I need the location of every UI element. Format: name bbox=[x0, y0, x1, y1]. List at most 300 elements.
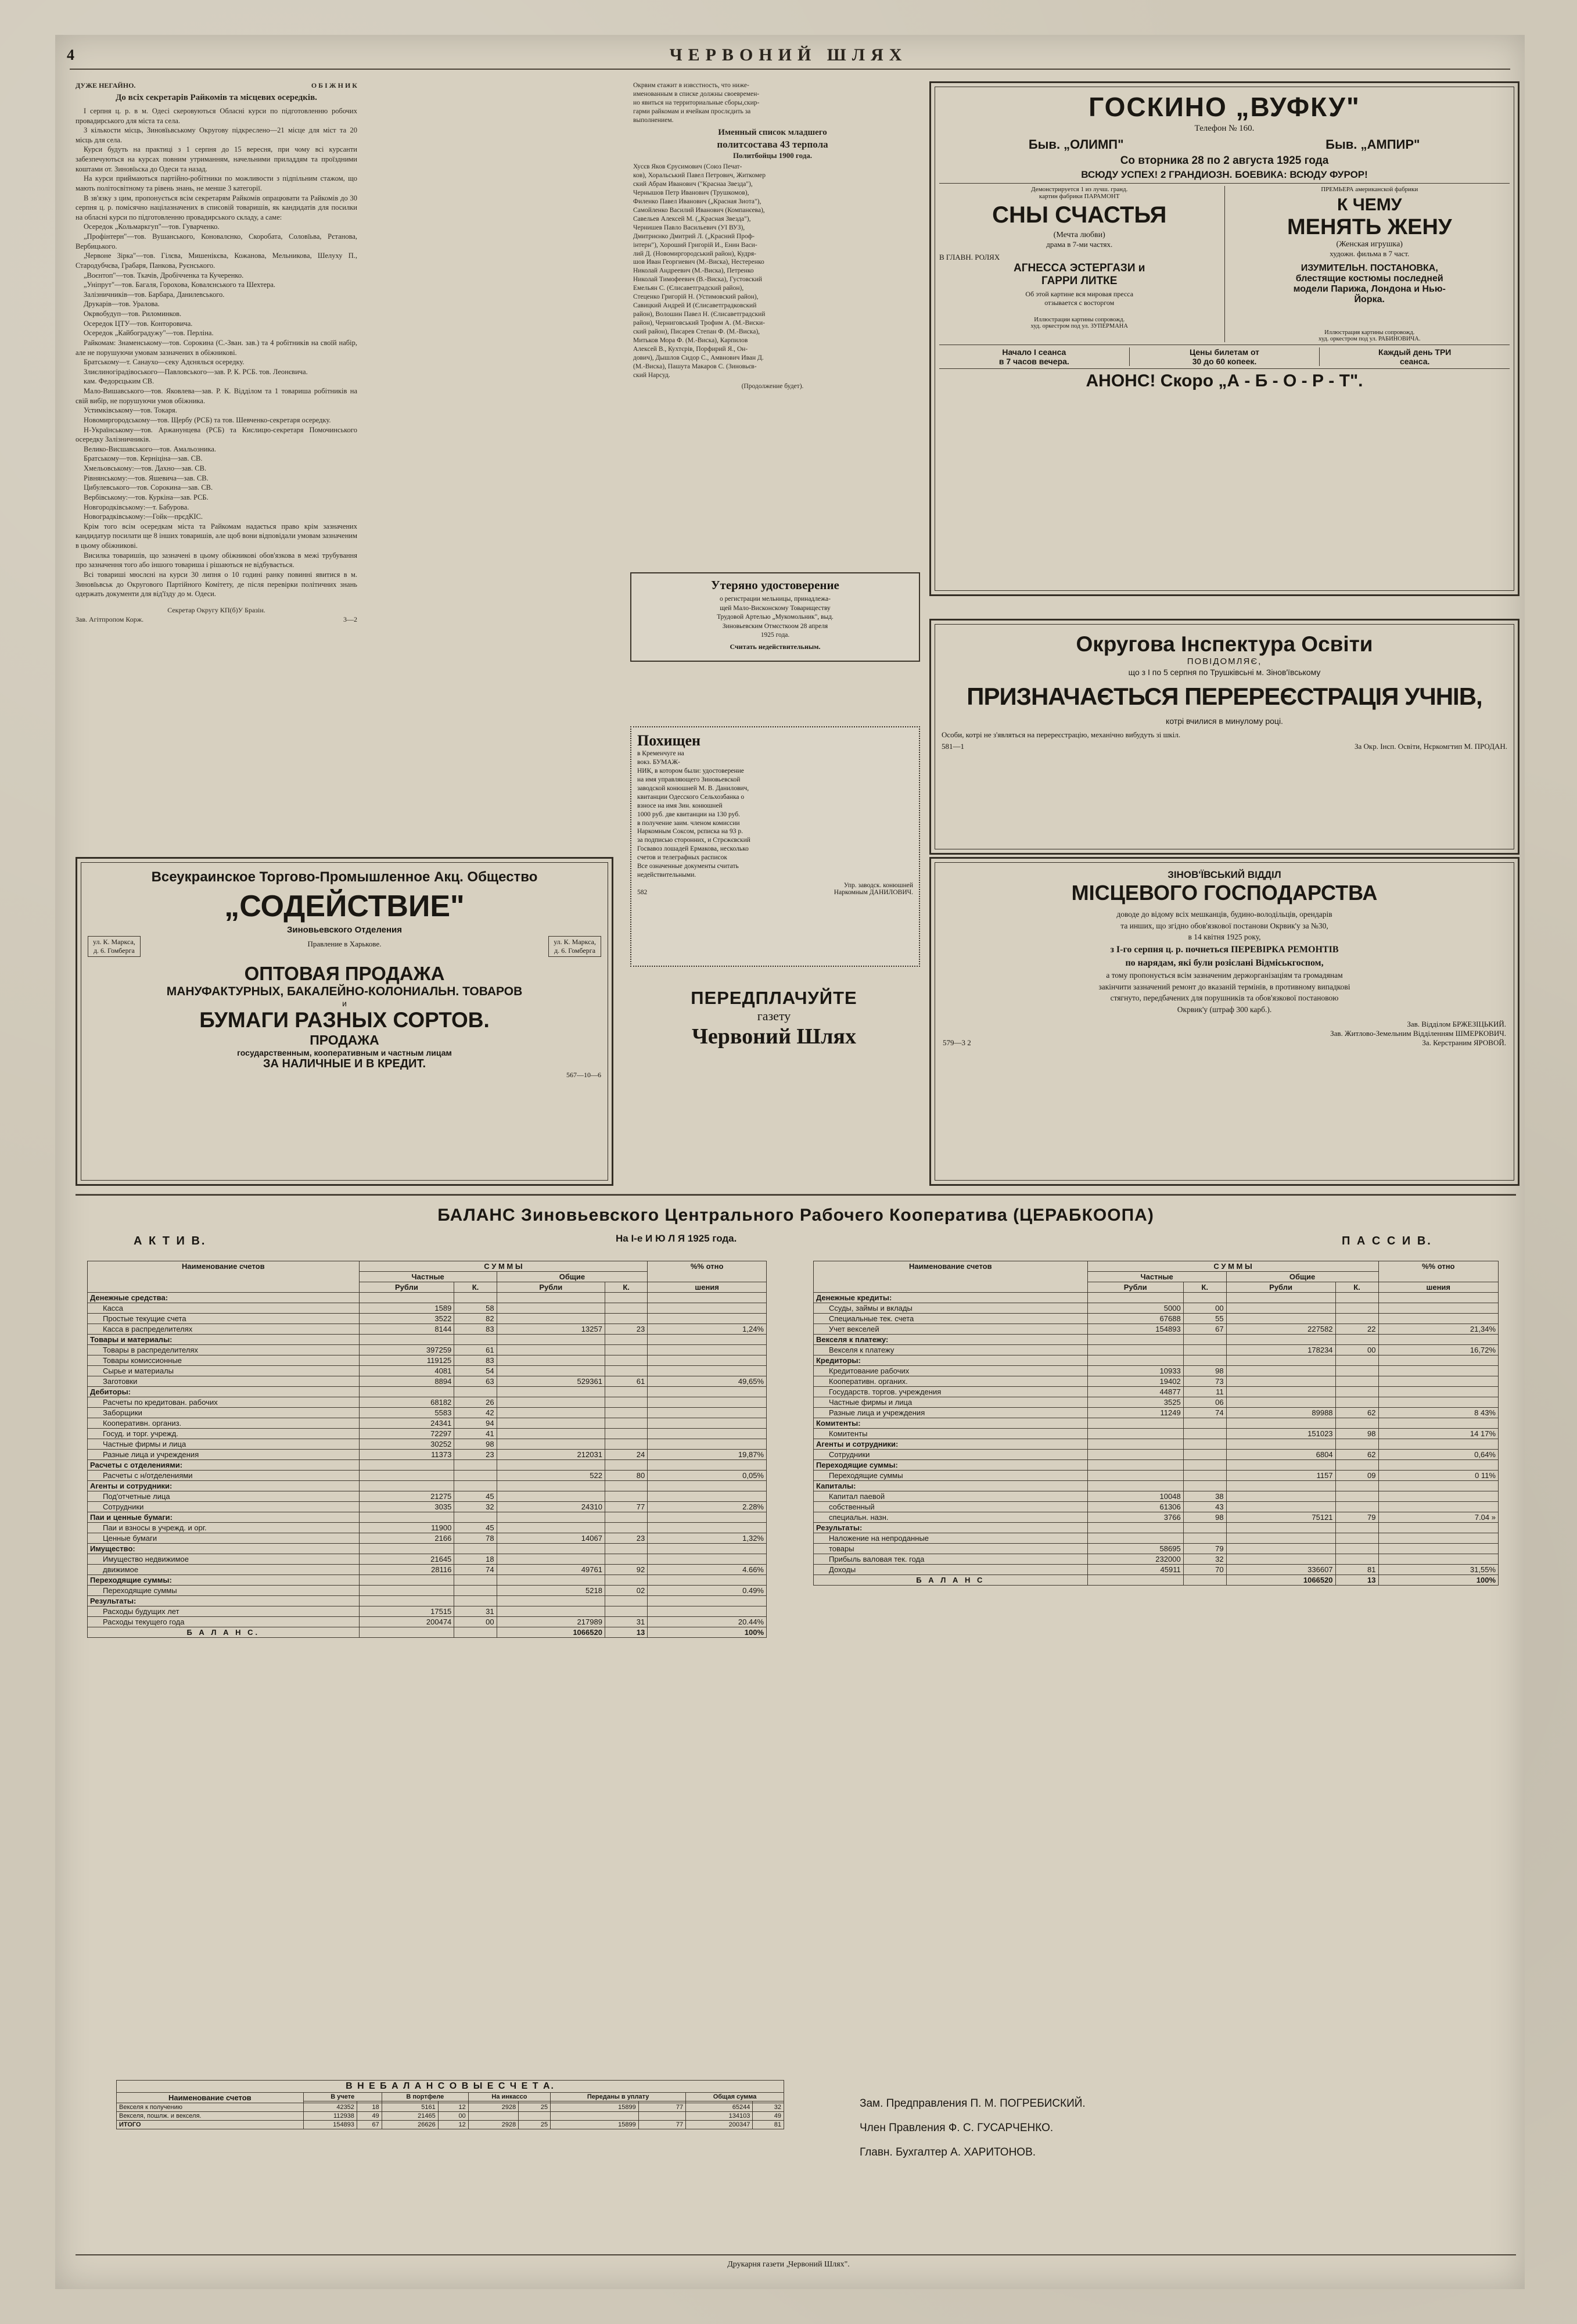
table-row-group bbox=[88, 1460, 767, 1471]
bal-private-rub: 10048 bbox=[1087, 1491, 1183, 1502]
bal-account-name: Ценные бумаги bbox=[88, 1533, 360, 1544]
kino-left-studio: картин фабрики ПАРАМОНТ bbox=[1039, 193, 1120, 200]
offbalance-kop: 32 bbox=[753, 2103, 784, 2112]
bal-common-rub bbox=[497, 1397, 605, 1408]
kino-footer-1b: в 7 часов вечера. bbox=[998, 357, 1069, 366]
bal-common-kop bbox=[1335, 1366, 1378, 1376]
bal-private-kop: 74 bbox=[1183, 1408, 1226, 1418]
bal-group-label: Имущество: bbox=[88, 1544, 360, 1554]
offbalance-rub: 15899 bbox=[551, 2103, 639, 2112]
bal-common-kop bbox=[1335, 1502, 1378, 1512]
bal-common-kop bbox=[605, 1408, 647, 1418]
subscribe-paper-name: Червоний Шлях bbox=[692, 1024, 856, 1049]
bal-private-kop: 61 bbox=[454, 1345, 497, 1355]
table-row bbox=[814, 1512, 1499, 1523]
kino-right-film-title-2: МЕНЯТЬ ЖЕНУ bbox=[1287, 215, 1452, 239]
bal-total-rub: 1066520 bbox=[497, 1627, 605, 1638]
kino-right-subtitle: (Женская игрушка) bbox=[1336, 240, 1403, 249]
bal-percent bbox=[1378, 1397, 1499, 1408]
bal-private-kop bbox=[454, 1471, 497, 1481]
bal-group-label: Переходящие суммы: bbox=[814, 1460, 1088, 1471]
table-row bbox=[88, 1366, 767, 1376]
bal-percent: 0,05% bbox=[648, 1471, 767, 1481]
balance-passive-table bbox=[813, 1261, 1499, 1586]
namelist-line: лий Д. (Новомиргородський район), Кудря- bbox=[633, 250, 756, 257]
gospodarstvo-line: Окрвик'у (штраф 300 карб.). bbox=[1177, 1005, 1272, 1014]
stolen-line: Госвавоз лошадей Ермакова, несколько bbox=[637, 845, 749, 853]
bal-account-name: Специальные тек. счета bbox=[814, 1314, 1088, 1324]
sodeystvie-address-left-1: ул. К. Маркса, bbox=[93, 938, 135, 946]
bal-group-label: Расчеты с отделениями: bbox=[88, 1460, 360, 1471]
local-economy-ad bbox=[929, 857, 1519, 1186]
table-row bbox=[88, 1345, 767, 1355]
table-row-group bbox=[88, 1575, 767, 1586]
bal-private-rub: 8894 bbox=[359, 1376, 454, 1387]
bal-private-rub: 21275 bbox=[359, 1491, 454, 1502]
stolen-line: в получение заим. членом комиссии bbox=[637, 819, 740, 827]
bal-total-pct: 100% bbox=[1378, 1575, 1499, 1586]
bal-private-rub: 58695 bbox=[1087, 1544, 1183, 1554]
table-row bbox=[814, 1554, 1499, 1565]
offbalance-rub: 112938 bbox=[303, 2112, 357, 2121]
balance-signature: Член Правления Ф. С. ГУСАРЧЕНКО. bbox=[860, 2121, 1054, 2134]
bal-account-name: Векселя к платежу bbox=[814, 1345, 1088, 1355]
bal-common-rub: 178234 bbox=[1226, 1345, 1335, 1355]
kino-left-illustration-2: худ. оркестром под ул. ЗУПЕРМАНА bbox=[1030, 323, 1128, 329]
osvita-line-5: Особи, котрі не з'являться на перереєстрацію, механічно вибудуть зі шкіл. bbox=[942, 730, 1181, 739]
table-row bbox=[814, 1471, 1499, 1481]
bal-common-kop bbox=[605, 1355, 647, 1366]
circular-signature-2: Зав. Агітпропом Корж. bbox=[76, 615, 144, 623]
bal-private-kop: 78 bbox=[454, 1533, 497, 1544]
sodeystvie-line-4: МАНУФАКТУРНЫХ, БАКАЛЕЙНО-КОЛОНИАЛЬН. ТОВАРОВ bbox=[166, 985, 523, 998]
table-row-group bbox=[88, 1293, 767, 1303]
bal-private-kop: 83 bbox=[454, 1355, 497, 1366]
namelist-line: Алексей В., Кухтєрів, Порфирий Я., Он- bbox=[633, 345, 748, 353]
circular-paragraph: Залізничників—тов. Барбара, Данилевського. bbox=[84, 290, 225, 299]
bal-total-label: Б А Л А Н С. bbox=[88, 1627, 360, 1638]
stolen-line: в Кременчуге на bbox=[637, 750, 684, 757]
kino-left-actor-2: ГАРРИ ЛИТКЕ bbox=[1041, 275, 1118, 287]
bal-account-name: Товары в распределителях bbox=[88, 1345, 360, 1355]
table-row bbox=[88, 1502, 767, 1512]
bal-header-name: Наименование счетов bbox=[814, 1261, 1088, 1293]
bal-common-kop bbox=[1335, 1533, 1378, 1544]
bal-group-label: Товары и материалы: bbox=[88, 1335, 360, 1345]
table-row-group bbox=[88, 1544, 767, 1554]
bal-private-rub: 3035 bbox=[359, 1502, 454, 1512]
bal-account-name: Кооперативн. организ. bbox=[88, 1418, 360, 1429]
bal-private-kop: 63 bbox=[454, 1376, 497, 1387]
bal-private-kop: 23 bbox=[454, 1450, 497, 1460]
sodeystvie-line-5: и bbox=[342, 999, 347, 1008]
bal-common-rub bbox=[1226, 1376, 1335, 1387]
offbalance-wrap bbox=[116, 2080, 784, 2129]
kino-footer-3b: сеанса. bbox=[1399, 357, 1430, 366]
offbalance-header: Наименование счетов bbox=[117, 2093, 304, 2103]
namelist-title-1: Именный список младшего bbox=[718, 127, 827, 137]
bal-account-name: Частные фирмы и лица bbox=[88, 1439, 360, 1450]
bal-group-label: Векселя к платежу: bbox=[814, 1335, 1088, 1345]
bal-common-rub: 13257 bbox=[497, 1324, 605, 1335]
bal-account-name: Госуд. и торг. учрежд. bbox=[88, 1429, 360, 1439]
bal-common-kop: 98 bbox=[1335, 1429, 1378, 1439]
bal-account-name: Кредитование рабочих bbox=[814, 1366, 1088, 1376]
gospodarstvo-line: а тому пропонується всім зазначеним держорганізаціям та громадянам bbox=[1106, 971, 1343, 980]
table-row bbox=[814, 1376, 1499, 1387]
kino-right-line-3: модели Парижа, Лондона и Нью- bbox=[1293, 284, 1446, 294]
bal-common-kop bbox=[605, 1303, 647, 1314]
bal-account-name: Заготовки bbox=[88, 1376, 360, 1387]
bal-private-rub: 11373 bbox=[359, 1450, 454, 1460]
bal-private-rub: 3525 bbox=[1087, 1397, 1183, 1408]
printer-footer: Друкарня газети „Червоний Шлях". bbox=[727, 2260, 850, 2269]
education-inspectorate-ad bbox=[929, 619, 1519, 855]
bal-header-kop: К. bbox=[1335, 1282, 1378, 1293]
bal-percent bbox=[1378, 1554, 1499, 1565]
bal-total-kop: 13 bbox=[1335, 1575, 1378, 1586]
sodeystvie-number: 567—10—6 bbox=[566, 1071, 601, 1079]
bal-common-rub: 529361 bbox=[497, 1376, 605, 1387]
table-row bbox=[814, 1502, 1499, 1512]
bal-common-kop: 80 bbox=[605, 1471, 647, 1481]
table-row-group bbox=[88, 1596, 767, 1606]
bal-percent: 8 43% bbox=[1378, 1408, 1499, 1418]
bal-common-rub bbox=[497, 1523, 605, 1533]
bal-private-rub bbox=[1087, 1345, 1183, 1355]
bal-private-kop: 98 bbox=[1183, 1512, 1226, 1523]
bal-private-kop bbox=[1183, 1450, 1226, 1460]
bal-common-kop bbox=[1335, 1314, 1378, 1324]
bal-common-kop: 00 bbox=[1335, 1345, 1378, 1355]
table-row bbox=[88, 1418, 767, 1429]
lost-certificate-line: щей Мало-Висконскому Товариществу bbox=[720, 604, 831, 612]
bal-header-rub: Рубли bbox=[1087, 1282, 1183, 1293]
osvita-number: 581—1 bbox=[942, 742, 964, 751]
gospodarstvo-number: 579—3 2 bbox=[943, 1038, 971, 1048]
namelist-title-3: Политбойцы 1900 года. bbox=[732, 151, 813, 160]
bal-private-rub: 72297 bbox=[359, 1429, 454, 1439]
namelist-line: Николай Андреевич (М.-Виска), Петренко bbox=[633, 267, 754, 275]
bal-percent bbox=[1378, 1376, 1499, 1387]
bal-percent bbox=[648, 1355, 767, 1366]
bal-common-rub bbox=[497, 1418, 605, 1429]
bal-percent bbox=[648, 1366, 767, 1376]
bal-private-rub: 24341 bbox=[359, 1418, 454, 1429]
subscribe-ad-block bbox=[630, 988, 918, 1049]
bal-account-name: Государств. торгов. учреждения bbox=[814, 1387, 1088, 1397]
kino-hall-right: Быв. „АМПИР" bbox=[1325, 137, 1420, 152]
kino-right-line-4: Йорка. bbox=[1354, 295, 1385, 304]
namelist-line: ский район), Писарев Степан Ф. (М.-Виска), bbox=[633, 328, 760, 335]
table-row-group bbox=[88, 1512, 767, 1523]
table-row bbox=[88, 1471, 767, 1481]
bal-percent: 16,72% bbox=[1378, 1345, 1499, 1355]
table-row bbox=[88, 1523, 767, 1533]
bal-private-rub: 4081 bbox=[359, 1366, 454, 1376]
bal-common-kop bbox=[1335, 1554, 1378, 1565]
stolen-title: Похищен bbox=[637, 732, 701, 749]
namelist-line: ков), Хоральський Павел Петрович, Житкомер bbox=[633, 172, 766, 180]
table-row-group bbox=[88, 1387, 767, 1397]
osvita-line-1: Округова Інспектура Освіти bbox=[1076, 632, 1373, 656]
circular-paragraph: „Червоне Зірка"—тов. Гілєва, Мишенікєва, Кожанова, Мельникова, Шелуху П., Стародубчєва, Грабаря, Панкова, Руєнського. bbox=[76, 252, 357, 270]
kino-left-note-2: отзывается с восторгом bbox=[1044, 299, 1115, 307]
bal-private-rub bbox=[1087, 1429, 1183, 1439]
table-row bbox=[88, 1606, 767, 1617]
offbalance-title: В Н Е Б А Л А Н С О В Ы Е С Ч Е Т А. bbox=[117, 2081, 784, 2093]
gospodarstvo-body bbox=[943, 909, 1506, 1015]
bal-account-name: Сотрудники bbox=[88, 1502, 360, 1512]
bal-private-rub: 119125 bbox=[359, 1355, 454, 1366]
bal-account-name: Частные фирмы и лица bbox=[814, 1397, 1088, 1408]
table-row-group bbox=[814, 1460, 1499, 1471]
stolen-bag-ad bbox=[630, 726, 920, 967]
circular-paragraph: Рівнянському:—тов. Яшевича—зав. СВ. bbox=[84, 474, 209, 482]
kino-dates: Со вторника 28 по 2 августа 1925 года bbox=[1120, 155, 1329, 167]
bal-private-kop bbox=[1183, 1429, 1226, 1439]
offbalance-kop: 81 bbox=[753, 2121, 784, 2129]
namelist-line: шов Иван Георгиевич (М.-Виска), Нестеренко bbox=[633, 259, 764, 266]
offbalance-kop: 77 bbox=[638, 2103, 685, 2112]
table-row bbox=[88, 1586, 767, 1596]
bal-common-rub: 227582 bbox=[1226, 1324, 1335, 1335]
circular-paragraph: Райкомам: Знаменському—тов. Сорокина (С.-Зван. зав.) та 4 робітників на своїй набір, але не порушуючи умовам зазначених в обіжникові. bbox=[76, 338, 357, 357]
bal-percent bbox=[1378, 1366, 1499, 1376]
bal-group-label: Результаты: bbox=[814, 1523, 1088, 1533]
offbalance-kop bbox=[519, 2112, 551, 2121]
bal-account-name: Имущество недвижимое bbox=[88, 1554, 360, 1565]
circular-paragraph: Цибулевського—тов. Сорокина—зав. СВ. bbox=[84, 483, 213, 492]
bal-percent bbox=[648, 1606, 767, 1617]
table-row bbox=[814, 1366, 1499, 1376]
circular-paragraph: Хмельовському:—тов. Дахно—зав. СВ. bbox=[84, 464, 207, 473]
bal-common-kop: 31 bbox=[605, 1617, 647, 1627]
circular-paragraph: Братському—тов. Керніціна—зав. СВ. bbox=[84, 454, 203, 463]
kino-left-roles-header: В ГЛАВН. РОЛЯХ bbox=[939, 253, 1000, 261]
table-row bbox=[88, 1533, 767, 1544]
table-row-group bbox=[814, 1335, 1499, 1345]
bal-private-kop: 31 bbox=[454, 1606, 497, 1617]
bal-private-rub: 17515 bbox=[359, 1606, 454, 1617]
kino-right-illustration-1: Иллюстрация картины сопровожд. bbox=[1324, 329, 1415, 336]
bal-private-rub: 154893 bbox=[1087, 1324, 1183, 1335]
bal-common-rub: 75121 bbox=[1226, 1512, 1335, 1523]
namelist-line: Дмитриєнко Дмитрий Л. („Красний Проф- bbox=[633, 232, 755, 240]
footer-rule bbox=[76, 2254, 1516, 2255]
bal-common-kop bbox=[605, 1439, 647, 1450]
bal-common-kop bbox=[605, 1554, 647, 1565]
table-row bbox=[814, 1324, 1499, 1335]
sodeystvie-address-left-2: д. 6. Гомберга bbox=[93, 946, 135, 955]
sodeystvie-branch: Зиновьевского Отделения bbox=[286, 925, 403, 935]
circular-kicker-left: ДУЖЕ НЕГАЙНО. bbox=[76, 81, 136, 89]
bal-common-kop bbox=[605, 1606, 647, 1617]
circular-article bbox=[76, 81, 357, 625]
bal-header-kop: К. bbox=[605, 1282, 647, 1293]
kino-anons: АНОНС! Скоро „А - Б - О - Р - Т". bbox=[1086, 371, 1363, 390]
circular-paragraph: Братському—т. Санаухо—секу Адєнялься осередку. bbox=[84, 358, 245, 367]
bal-percent: 2.28% bbox=[648, 1502, 767, 1512]
bal-header-rub: Рубли bbox=[1226, 1282, 1335, 1293]
lost-certificate-line: Трудовой Артелью „Мукомольник", выд. bbox=[717, 614, 834, 621]
osvita-headline: ПРИЗНАЧАЄТЬСЯ ПЕРЕРЕЄСТРАЦІЯ УЧНІВ, bbox=[967, 683, 1482, 710]
bal-private-kop: 00 bbox=[1183, 1303, 1226, 1314]
table-row bbox=[117, 2121, 784, 2129]
gospodarstvo-line: в 14 квітня 1925 року, bbox=[1188, 933, 1261, 942]
gospodarstvo-line-2: МІСЦЕВОГО ГОСПОДАРСТВА bbox=[1071, 881, 1378, 905]
bal-private-rub bbox=[359, 1586, 454, 1596]
bal-group-label: Дебиторы: bbox=[88, 1387, 360, 1397]
bal-percent bbox=[648, 1554, 767, 1565]
offbalance-account-name: Векселя к получению bbox=[117, 2103, 304, 2112]
bal-total-label: Б А Л А Н С bbox=[814, 1575, 1088, 1586]
gospodarstvo-signature-3: За. Керстраним ЯРОВОЙ. bbox=[1422, 1038, 1506, 1048]
balance-top-rule bbox=[76, 1194, 1516, 1196]
bal-private-rub: 11900 bbox=[359, 1523, 454, 1533]
table-row bbox=[814, 1397, 1499, 1408]
bal-percent bbox=[648, 1418, 767, 1429]
balance-active-label: А К Т И В. bbox=[134, 1235, 207, 1247]
bal-private-kop: 06 bbox=[1183, 1397, 1226, 1408]
balance-signatures bbox=[860, 2092, 1441, 2164]
bal-private-rub: 1589 bbox=[359, 1303, 454, 1314]
table-row-group bbox=[88, 1335, 767, 1345]
bal-group-label: Комитенты: bbox=[814, 1418, 1088, 1429]
kino-right-line-1: ИЗУМИТЕЛЬН. ПОСТАНОВКА, bbox=[1301, 263, 1438, 273]
stolen-lines bbox=[631, 749, 919, 880]
bal-private-kop bbox=[1183, 1533, 1226, 1544]
offbalance-kop: 49 bbox=[753, 2112, 784, 2121]
osvita-signature: За Окр. Інсп. Освіти, Нєркомгтип М. ПРОДАН. bbox=[1354, 742, 1507, 751]
offbalance-table bbox=[116, 2080, 784, 2129]
sodeystvie-line-9: ЗА НАЛИЧНЫЕ И В КРЕДИТ. bbox=[263, 1057, 426, 1070]
namelist-line: (М.-Виска), Пашута Макаров С. (Зиновьєв- bbox=[633, 363, 757, 370]
bal-common-rub bbox=[497, 1439, 605, 1450]
offbalance-rub: 65244 bbox=[686, 2103, 753, 2112]
bal-private-rub bbox=[1087, 1533, 1183, 1544]
balance-signature: Главн. Бухгалтер А. ХАРИТОНОВ. bbox=[860, 2146, 1036, 2158]
bal-private-rub: 19402 bbox=[1087, 1376, 1183, 1387]
bal-common-rub bbox=[1226, 1491, 1335, 1502]
bal-account-name: Разные лица и учреждения bbox=[88, 1450, 360, 1460]
bal-group-label: Кредиторы: bbox=[814, 1355, 1088, 1366]
circular-title: До всіх секретарів Райкомів та місцевих осередків. bbox=[116, 92, 317, 102]
bal-common-rub bbox=[1226, 1502, 1335, 1512]
kino-right-premiere: ПРЕМЬЕРА американской фабрики bbox=[1321, 186, 1418, 193]
bal-percent: 19,87% bbox=[648, 1450, 767, 1460]
stolen-line: взносе на имя Зин. конюшней bbox=[637, 802, 723, 809]
kino-phone: Телефон № 160. bbox=[1194, 124, 1255, 133]
balance-active-table-wrap bbox=[87, 1261, 767, 1638]
bal-percent: 0.49% bbox=[648, 1586, 767, 1596]
kino-title: ГОСКИНО „ВУФКУ" bbox=[1089, 92, 1360, 122]
bal-common-rub bbox=[497, 1314, 605, 1324]
table-row-group bbox=[88, 1481, 767, 1491]
circular-paragraph: Осередок „Кольмаркгуп"—тов. Гуварченко. bbox=[84, 223, 220, 231]
table-row-group bbox=[814, 1293, 1499, 1303]
bal-group-label: Результаты: bbox=[88, 1596, 360, 1606]
namelist-note: (Продолжение будет). bbox=[741, 382, 804, 390]
bal-private-rub: 232000 bbox=[1087, 1554, 1183, 1565]
circular-paragraph: Новомиргородському—тов. Щербу (РСБ) та тов. Шевченко-секретаря осередку. bbox=[84, 415, 331, 424]
bal-account-name: Расходы будущих лет bbox=[88, 1606, 360, 1617]
table-row bbox=[814, 1429, 1499, 1439]
offbalance-kop: 49 bbox=[357, 2112, 382, 2121]
bal-group-label: Денежные средства: bbox=[88, 1293, 360, 1303]
table-row bbox=[117, 2112, 784, 2121]
masthead-title: ЧЕРВОНИЙ ШЛЯХ bbox=[669, 45, 908, 64]
bal-account-name: Заборщики bbox=[88, 1408, 360, 1418]
bal-header-private: Частные bbox=[359, 1272, 497, 1282]
bal-account-name: Сырье и материалы bbox=[88, 1366, 360, 1376]
circular-signature-1: Секретар Округу КП(б)У Бразін. bbox=[167, 605, 265, 614]
bal-percent: 49,65% bbox=[648, 1376, 767, 1387]
bal-private-kop: 18 bbox=[454, 1554, 497, 1565]
namelist-names bbox=[633, 163, 912, 379]
bal-private-rub: 28116 bbox=[359, 1565, 454, 1575]
bal-account-name: Кооперативн. органих. bbox=[814, 1376, 1088, 1387]
bal-common-rub: 522 bbox=[497, 1471, 605, 1481]
sodeystvie-line-1: Всеукраинское Торгово-Промышленное Акц. Общество bbox=[151, 869, 538, 885]
bal-header-rub: Рубли bbox=[359, 1282, 454, 1293]
namelist-line: інтерн"), Хороший Григорій И., Енин Васи- bbox=[633, 241, 757, 249]
bal-account-name: Переходящие суммы bbox=[88, 1586, 360, 1596]
bal-percent: 1,32% bbox=[648, 1533, 767, 1544]
kino-ad bbox=[929, 81, 1519, 596]
osvita-line-3: що з І по 5 серпня по Трушківсьні м. Зінов'ївському bbox=[1128, 668, 1321, 677]
stolen-signature-1: Упр. заводск. конюшней bbox=[843, 882, 913, 890]
bal-common-rub: 217989 bbox=[497, 1617, 605, 1627]
offbalance-rub: 200347 bbox=[686, 2121, 753, 2129]
kino-hall-left: Быв. „ОЛИМП" bbox=[1028, 137, 1124, 152]
bal-private-rub: 30252 bbox=[359, 1439, 454, 1450]
table-row-group bbox=[814, 1418, 1499, 1429]
bal-total-pct: 100% bbox=[648, 1627, 767, 1638]
stolen-line: заводской конюшней М. В. Данилович, bbox=[637, 784, 749, 792]
bal-private-kop bbox=[454, 1586, 497, 1596]
bal-percent bbox=[1378, 1303, 1499, 1314]
kino-left-film-title: СНЫ СЧАСТЬЯ bbox=[992, 202, 1167, 228]
table-row bbox=[814, 1450, 1499, 1460]
bal-private-kop: 82 bbox=[454, 1314, 497, 1324]
offbalance-rub: 21465 bbox=[382, 2112, 438, 2121]
bal-account-name: собственный bbox=[814, 1502, 1088, 1512]
balance-active-table bbox=[87, 1261, 767, 1638]
lost-certificate-line: Зиновьевским Отмєсткоом 28 апреля bbox=[722, 622, 828, 630]
bal-percent bbox=[1378, 1314, 1499, 1324]
offbalance-kop: 25 bbox=[519, 2121, 551, 2129]
bal-common-kop: 81 bbox=[1335, 1565, 1378, 1575]
namelist-article bbox=[633, 81, 912, 391]
offbalance-header: В портфеле bbox=[382, 2093, 468, 2101]
bal-common-rub bbox=[497, 1606, 605, 1617]
kino-right-film-title-1: К ЧЕМУ bbox=[1337, 195, 1402, 214]
bal-common-rub bbox=[1226, 1533, 1335, 1544]
bal-common-kop: 24 bbox=[605, 1450, 647, 1460]
bal-private-kop: 94 bbox=[454, 1418, 497, 1429]
bal-account-name: Наложение на непроданные bbox=[814, 1533, 1088, 1544]
circular-paragraph: Злиєлиногірадівоського—Павловського—зав. Р. К. РСБ. тов. Леонєвича. bbox=[84, 367, 308, 376]
osvita-line-2: ПОВІДОМЛЯЄ, bbox=[1187, 657, 1262, 666]
kino-left-actor-1: АГНЕССА ЭСТЕРГАЗИ и bbox=[1014, 262, 1145, 274]
bal-header-kop: К. bbox=[1183, 1282, 1226, 1293]
bal-common-kop: 62 bbox=[1335, 1450, 1378, 1460]
bal-account-name: Под'отчетные лица bbox=[88, 1491, 360, 1502]
namelist-intro-line: Окрвим єтажит в извсстность, что ниже- bbox=[633, 82, 749, 89]
bal-common-rub bbox=[497, 1429, 605, 1439]
bal-common-kop: 23 bbox=[605, 1324, 647, 1335]
